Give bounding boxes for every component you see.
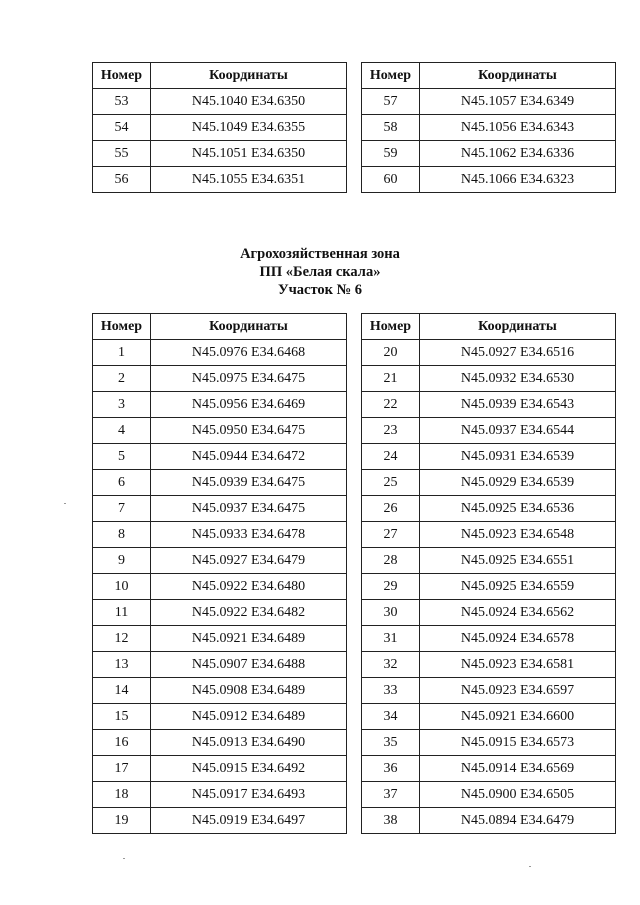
point-number: 59 [362, 141, 420, 167]
point-number: 15 [93, 704, 151, 730]
table-row [362, 444, 616, 470]
point-number: 24 [362, 444, 420, 470]
point-coordinates: N45.0927 E34.6516 [420, 340, 616, 366]
table-row [362, 548, 616, 574]
point-coordinates: N45.0915 E34.6492 [151, 756, 347, 782]
table-header-row [93, 314, 347, 340]
point-coordinates: N45.0907 E34.6488 [151, 652, 347, 678]
table-row [362, 704, 616, 730]
table-row [362, 600, 616, 626]
point-number: 11 [93, 600, 151, 626]
point-number: 57 [362, 89, 420, 115]
table-row [362, 808, 616, 834]
point-number: 30 [362, 600, 420, 626]
point-number: 22 [362, 392, 420, 418]
point-number: 55 [93, 141, 151, 167]
point-number: 26 [362, 496, 420, 522]
table-row [93, 444, 347, 470]
point-number: 53 [93, 89, 151, 115]
point-coordinates: N45.1055 E34.6351 [151, 167, 347, 193]
point-number: 32 [362, 652, 420, 678]
table-row [93, 574, 347, 600]
table-row [362, 678, 616, 704]
point-number: 17 [93, 756, 151, 782]
point-coordinates: N45.0939 E34.6543 [420, 392, 616, 418]
point-coordinates: N45.0894 E34.6479 [420, 808, 616, 834]
table-row [93, 808, 347, 834]
table-row [362, 141, 616, 167]
table-row [93, 340, 347, 366]
point-coordinates: N45.1051 E34.6350 [151, 141, 347, 167]
point-number: 60 [362, 167, 420, 193]
scan-speck [529, 866, 531, 867]
table-row [362, 470, 616, 496]
table-row [93, 392, 347, 418]
point-number: 56 [93, 167, 151, 193]
table-row [93, 522, 347, 548]
point-coordinates: N45.0924 E34.6578 [420, 626, 616, 652]
point-coordinates: N45.0939 E34.6475 [151, 470, 347, 496]
point-number: 35 [362, 730, 420, 756]
point-number: 23 [362, 418, 420, 444]
table-header-row [93, 63, 347, 89]
table-row [93, 652, 347, 678]
table-row [362, 730, 616, 756]
point-number: 10 [93, 574, 151, 600]
point-number: 19 [93, 808, 151, 834]
point-number: 6 [93, 470, 151, 496]
column-header-coordinates: Координаты [420, 314, 616, 340]
table-row [93, 141, 347, 167]
table-row [93, 548, 347, 574]
point-coordinates: N45.0923 E34.6581 [420, 652, 616, 678]
point-number: 7 [93, 496, 151, 522]
table-row [362, 392, 616, 418]
point-coordinates: N45.0929 E34.6539 [420, 470, 616, 496]
point-coordinates: N45.0937 E34.6544 [420, 418, 616, 444]
point-number: 14 [93, 678, 151, 704]
table-row [362, 366, 616, 392]
point-number: 8 [93, 522, 151, 548]
point-number: 25 [362, 470, 420, 496]
coordinates-table-top-left [92, 62, 347, 193]
heading-location: ПП «Белая скала» [259, 264, 381, 280]
point-number: 4 [93, 418, 151, 444]
table-row [93, 89, 347, 115]
point-coordinates: N45.0915 E34.6573 [420, 730, 616, 756]
point-coordinates: N45.0922 E34.6482 [151, 600, 347, 626]
section-heading [0, 245, 640, 299]
point-number: 27 [362, 522, 420, 548]
point-coordinates: N45.0900 E34.6505 [420, 782, 616, 808]
point-coordinates: N45.0927 E34.6479 [151, 548, 347, 574]
table-row [93, 626, 347, 652]
point-number: 2 [93, 366, 151, 392]
point-coordinates: N45.1056 E34.6343 [420, 115, 616, 141]
point-coordinates: N45.0933 E34.6478 [151, 522, 347, 548]
point-coordinates: N45.0925 E34.6551 [420, 548, 616, 574]
table-header-row [362, 314, 616, 340]
point-number: 37 [362, 782, 420, 808]
point-coordinates: N45.0950 E34.6475 [151, 418, 347, 444]
point-number: 20 [362, 340, 420, 366]
point-number: 58 [362, 115, 420, 141]
point-coordinates: N45.0921 E34.6600 [420, 704, 616, 730]
table-row [362, 496, 616, 522]
table-row [93, 600, 347, 626]
scan-speck [64, 503, 66, 504]
heading-plot: Участок № 6 [277, 282, 363, 298]
point-coordinates: N45.0975 E34.6475 [151, 366, 347, 392]
point-coordinates: N45.0924 E34.6562 [420, 600, 616, 626]
column-header-coordinates: Координаты [151, 63, 347, 89]
table-row [362, 115, 616, 141]
point-coordinates: N45.0913 E34.6490 [151, 730, 347, 756]
point-number: 13 [93, 652, 151, 678]
point-coordinates: N45.1066 E34.6323 [420, 167, 616, 193]
point-number: 54 [93, 115, 151, 141]
table-row [93, 115, 347, 141]
column-header-number: Номер [362, 314, 420, 340]
column-header-coordinates: Координаты [420, 63, 616, 89]
point-number: 21 [362, 366, 420, 392]
point-number: 31 [362, 626, 420, 652]
table-row [93, 704, 347, 730]
table-row [362, 574, 616, 600]
point-number: 12 [93, 626, 151, 652]
point-number: 36 [362, 756, 420, 782]
point-number: 28 [362, 548, 420, 574]
point-coordinates: N45.0937 E34.6475 [151, 496, 347, 522]
point-number: 29 [362, 574, 420, 600]
heading-zone: Агрохозяйственная зона [240, 246, 400, 262]
point-number: 1 [93, 340, 151, 366]
table-row [362, 522, 616, 548]
point-coordinates: N45.0921 E34.6489 [151, 626, 347, 652]
table-header-row [362, 63, 616, 89]
table-row [362, 167, 616, 193]
point-number: 18 [93, 782, 151, 808]
point-number: 16 [93, 730, 151, 756]
point-coordinates: N45.0923 E34.6548 [420, 522, 616, 548]
point-coordinates: N45.0922 E34.6480 [151, 574, 347, 600]
table-row [362, 89, 616, 115]
point-coordinates: N45.0944 E34.6472 [151, 444, 347, 470]
point-number: 34 [362, 704, 420, 730]
table-row [362, 626, 616, 652]
table-row [362, 782, 616, 808]
table-row [362, 340, 616, 366]
table-row [93, 366, 347, 392]
point-coordinates: N45.0917 E34.6493 [151, 782, 347, 808]
column-header-number: Номер [93, 63, 151, 89]
point-number: 33 [362, 678, 420, 704]
point-coordinates: N45.1040 E34.6350 [151, 89, 347, 115]
table-row [93, 756, 347, 782]
point-number: 5 [93, 444, 151, 470]
column-header-coordinates: Координаты [151, 314, 347, 340]
point-coordinates: N45.0931 E34.6539 [420, 444, 616, 470]
coordinates-table-bottom-left [92, 313, 347, 834]
table-row [93, 678, 347, 704]
point-coordinates: N45.0923 E34.6597 [420, 678, 616, 704]
point-coordinates: N45.1049 E34.6355 [151, 115, 347, 141]
point-coordinates: N45.0956 E34.6469 [151, 392, 347, 418]
point-coordinates: N45.0925 E34.6536 [420, 496, 616, 522]
table-row [93, 730, 347, 756]
point-coordinates: N45.0919 E34.6497 [151, 808, 347, 834]
point-coordinates: N45.0976 E34.6468 [151, 340, 347, 366]
table-row [362, 418, 616, 444]
point-coordinates: N45.0912 E34.6489 [151, 704, 347, 730]
point-coordinates: N45.1057 E34.6349 [420, 89, 616, 115]
table-row [93, 470, 347, 496]
coordinates-table-top-right [361, 62, 616, 193]
column-header-number: Номер [93, 314, 151, 340]
point-coordinates: N45.0908 E34.6489 [151, 678, 347, 704]
point-coordinates: N45.1062 E34.6336 [420, 141, 616, 167]
coordinates-table-bottom-right [361, 313, 616, 834]
scan-speck [123, 858, 125, 859]
table-row [93, 167, 347, 193]
table-row [362, 652, 616, 678]
table-row [93, 496, 347, 522]
point-coordinates: N45.0914 E34.6569 [420, 756, 616, 782]
table-row [93, 418, 347, 444]
point-number: 3 [93, 392, 151, 418]
point-coordinates: N45.0925 E34.6559 [420, 574, 616, 600]
point-coordinates: N45.0932 E34.6530 [420, 366, 616, 392]
point-number: 38 [362, 808, 420, 834]
table-row [362, 756, 616, 782]
table-row [93, 782, 347, 808]
column-header-number: Номер [362, 63, 420, 89]
point-number: 9 [93, 548, 151, 574]
